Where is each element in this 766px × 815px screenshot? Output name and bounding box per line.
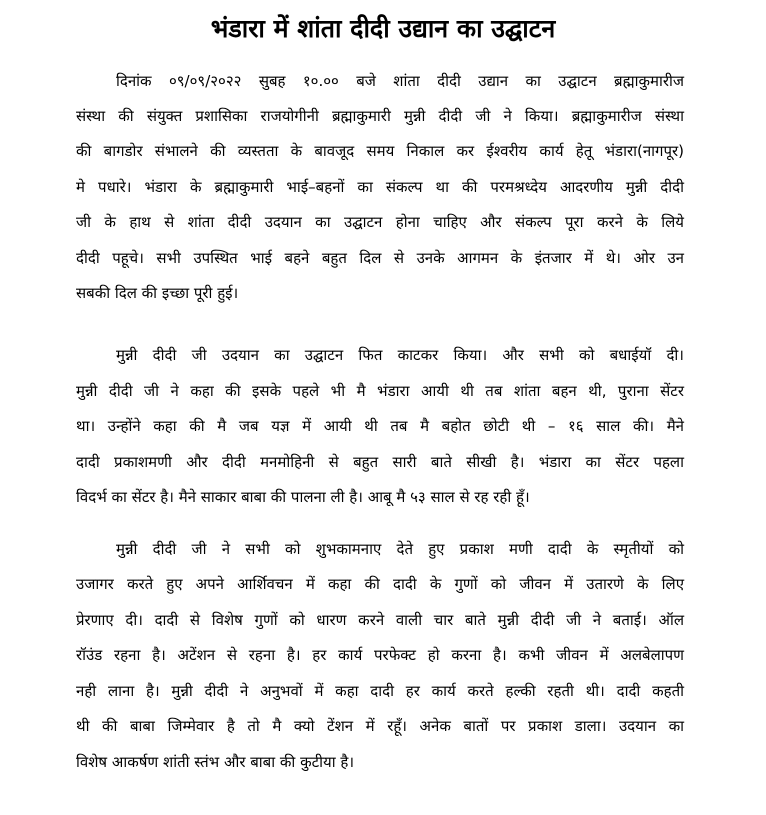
paragraph-2-line-3: था। उन्होंने कहा की मै जब यज्ञ में आयी थी तब मै बहोत छोटी थी – १६ साल की। मैने [76, 417, 684, 435]
paragraph-3-line-5: नही लाना है। मुन्नी दीदी ने अनुभवों में कहा दादी हर कार्य करते हल्की रहती थी। दादी कहती [76, 682, 684, 700]
paragraph-3-line-7: विशेष आकर्षण शांती स्तंभ और बाबा की कुटीया है। [76, 753, 355, 771]
paragraph-1-line-4: मे पधारे। भंडारा के ब्रह्माकुमारी भाई–बहनों का संकल्प था की परमश्रध्देय आदरणीय मुन्नी दीदी [76, 178, 684, 196]
paragraph-1-line-3: की बागडोर संभालने की व्यस्तता के बावजूद समय निकाल कर ईश्वरीय कार्य हेतू भंडारा(नागपूर) [76, 142, 684, 160]
paragraph-3-line-3: प्रेरणाए दी। दादी से विशेष गुणों को धारण करने वाली चार बाते मुन्नी दीदी जी ने बताई। ऑल [76, 611, 684, 629]
paragraph-3-line-2: उजागर करते हुए अपने आर्शिवचन में कहा की दादी के गुणों को जीवन में उतारणे के लिए [76, 575, 684, 593]
paragraph-3-line-1: मुन्नी दीदी जी ने सभी को शुभकामनाए देते हुए प्रकाश मणी दादी के स्मृतीयों को [116, 540, 684, 558]
paragraph-1-line-1: दिनांक ०९/०९/२०२२ सुबह १०.०० बजे शांता दीदी उद्यान का उद्घाटन ब्रह्माकुमारीज [116, 72, 685, 90]
paragraph-2-line-2: मुन्नी दीदी जी ने कहा की इसके पहले भी मै भंडारा आयी थी तब शांता बहन थी, पुराना सेंटर [76, 382, 684, 400]
paragraph-1-line-6: दीदी पहूचे। सभी उपस्थित भाई बहने बहुत दिल से उनके आगमन के इंतजार में थे। ओर उन [76, 249, 684, 267]
document-title: भंडारा में शांता दीदी उद्यान का उद्घाटन [210, 14, 556, 43]
paragraph-2-line-5: विदर्भ का सेंटर है। मैने साकार बाबा की पालना ली है। आबू मै ५३ साल से रह रही हूँ। [76, 488, 530, 506]
paragraph-3-line-6: थी की बाबा जिम्मेवार है तो मै क्यो टेंशन में रहूँ। अनेक बातों पर प्रकाश डाला। उदयान का [76, 717, 684, 735]
paragraph-3-line-4: रॉउंड रहना है। अटेंशन से रहना है। हर कार्य परफेक्ट हो करना है। कभी जीवन में अलबेलापण [76, 646, 684, 664]
paragraph-1-line-2: संस्था की संयुक्त प्रशासिका राजयोगीनी ब्रह्माकुमारी मुन्नी दीदी जी ने किया। ब्रह्माकुमारीज संस्था [76, 107, 684, 125]
paragraph-1-line-5: जी के हाथ से शांता दीदी उदयान का उद्घाटन होना चाहिए और संकल्प पूरा करने के लिये [76, 213, 684, 231]
paragraph-1-line-7: सबकी दिल की इच्छा पूरी हुई। [76, 284, 239, 302]
paragraph-2-line-1: मुन्नी दीदी जी उदयान का उद्घाटन फित काटकर किया। और सभी को बधाईयॉ दी। [116, 346, 684, 364]
paragraph-2-line-4: दादी प्रकाशमणी और दीदी मनमोहिनी से बहुत सारी बाते सीखी है। भंडारा का सेंटर पहला [76, 453, 684, 471]
